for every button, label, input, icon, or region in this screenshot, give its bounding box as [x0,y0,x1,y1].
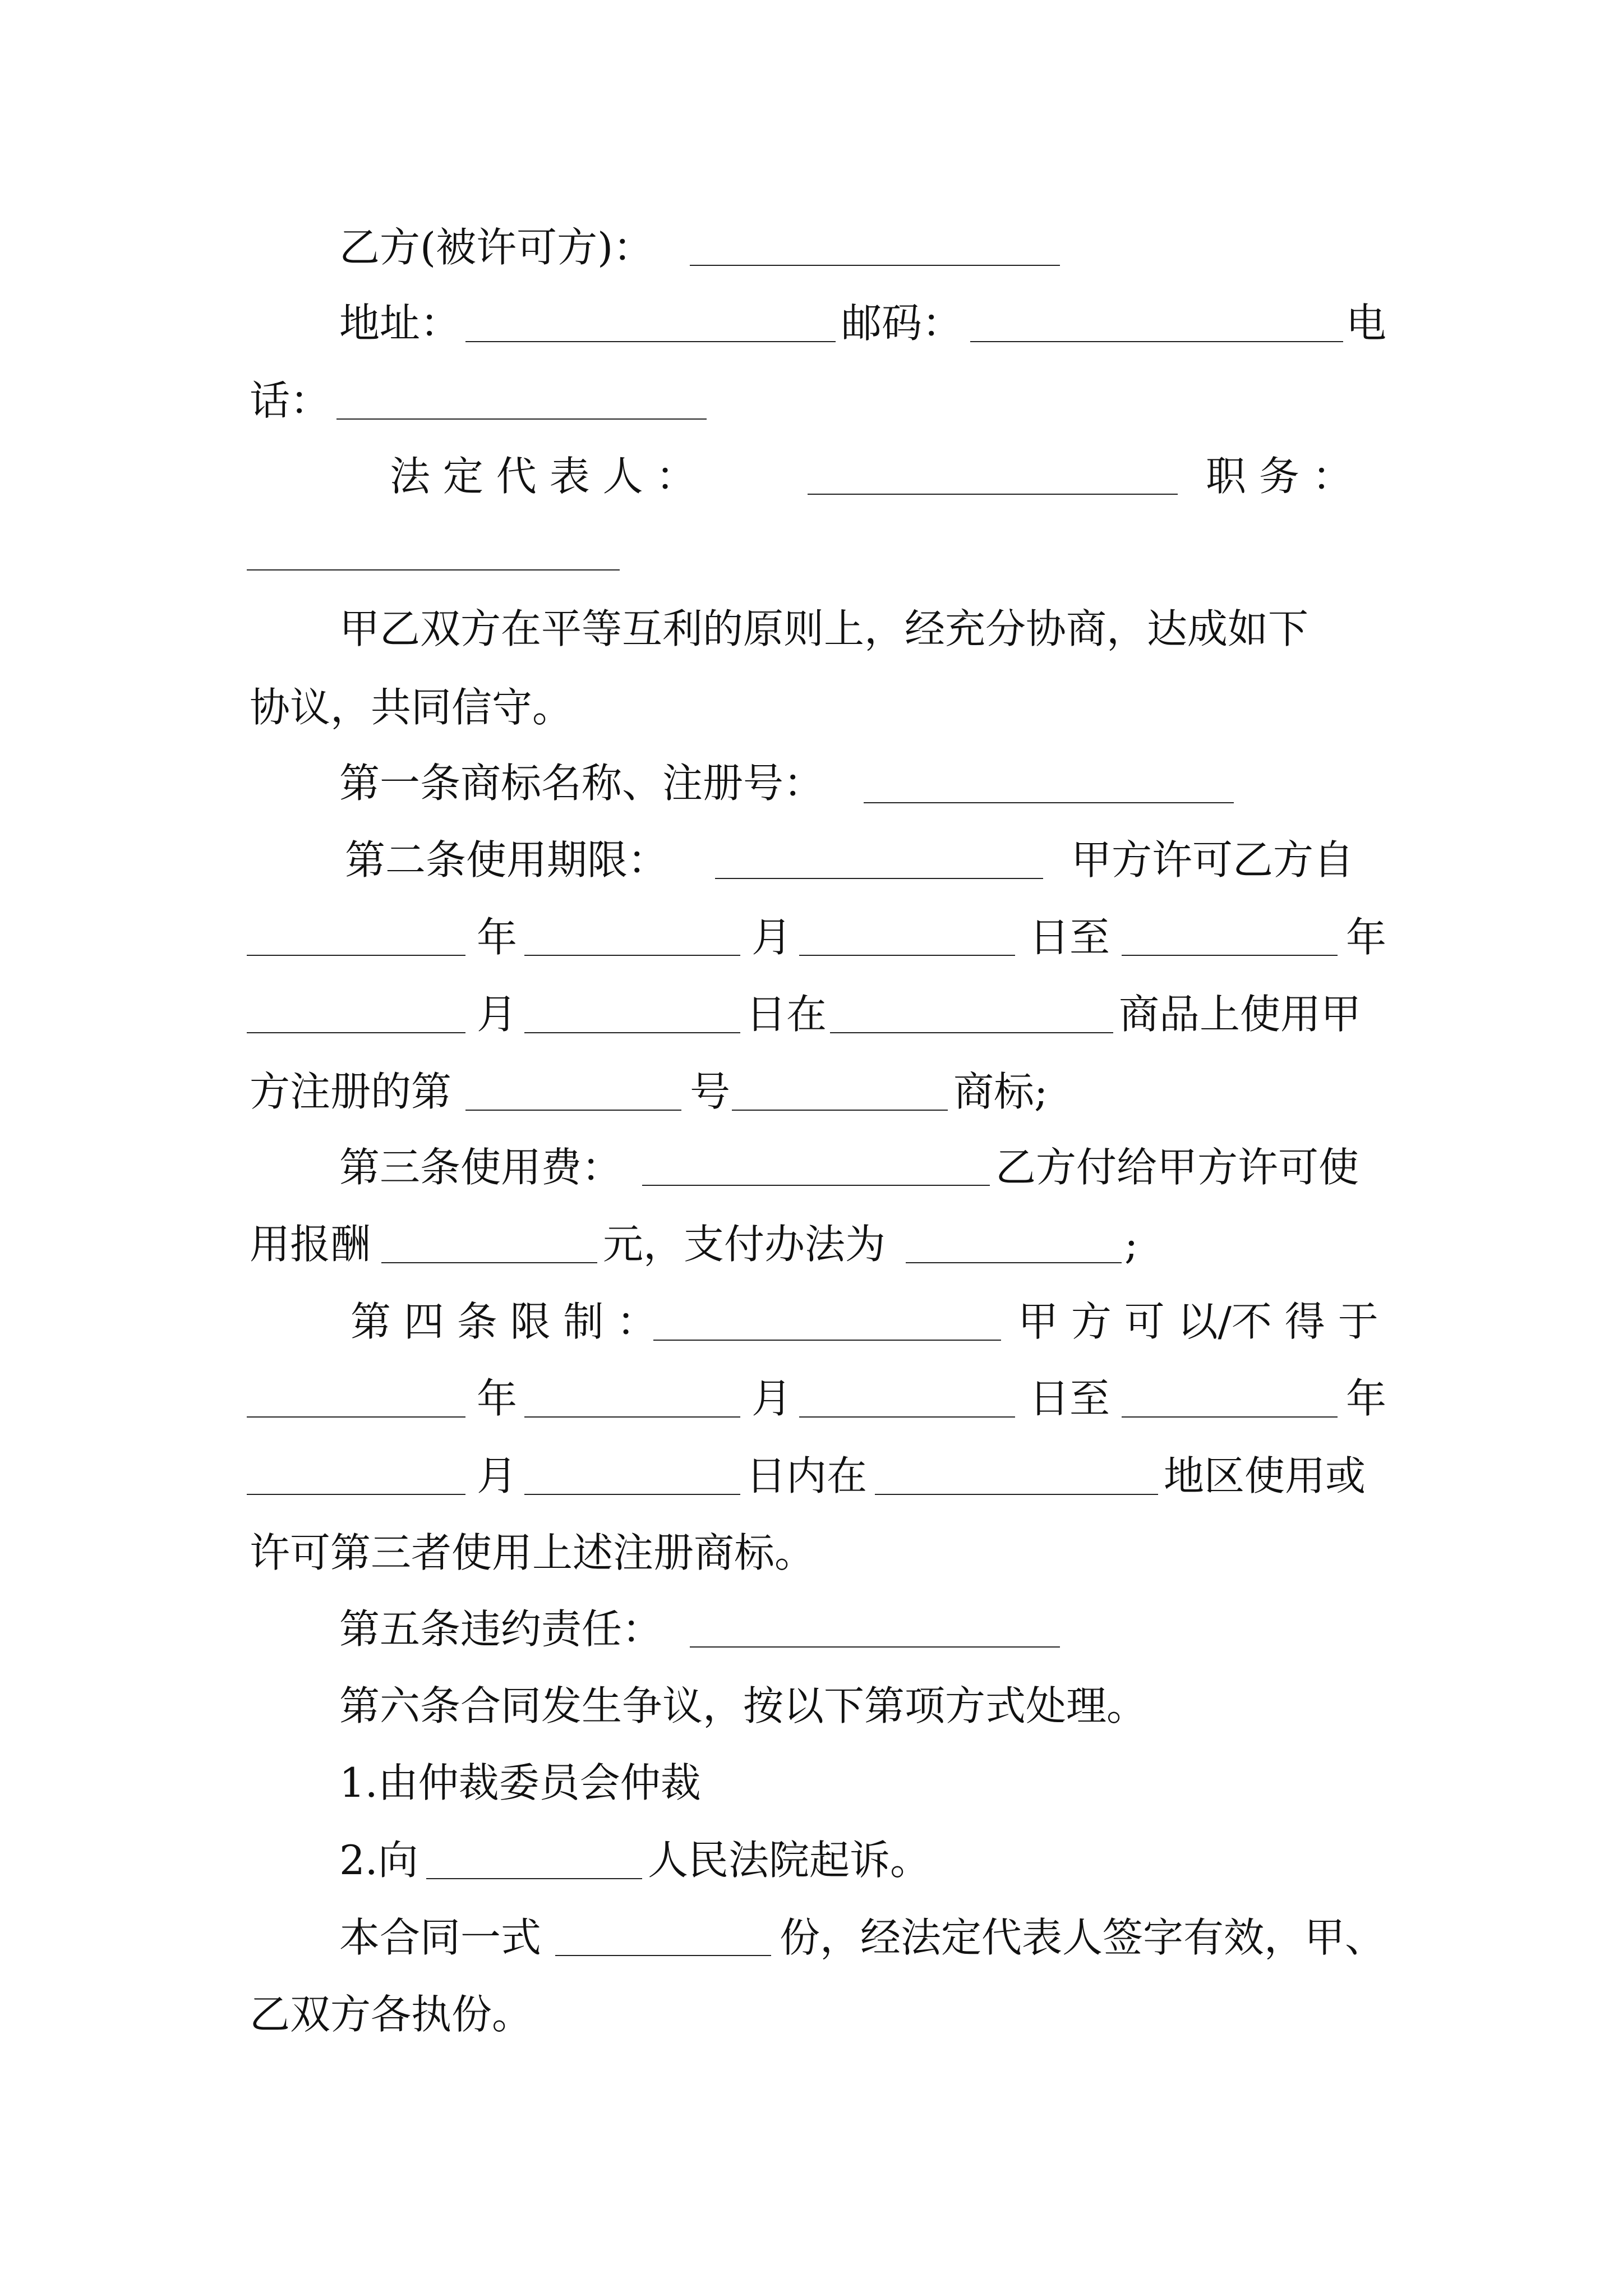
article-4-tail: 甲 方 可 以/不 得 于 [1018,1298,1378,1345]
postcode-blank [970,341,1343,342]
article-2-reg-no-blank [465,1110,681,1111]
article-4-blank [653,1340,1001,1341]
article-4-start-day-blank [799,1416,1015,1418]
article-4-end-year-blank [1122,1416,1338,1418]
article-4-end-day-blank [524,1494,740,1495]
position-label: 职 务 ： [1206,453,1353,500]
postcode-label: 邮码： [841,300,963,347]
article-2-end-day-blank [524,1032,740,1033]
article-2-start-year-blank [247,955,465,956]
party-b-blank [690,265,1060,266]
article-4-month-2: 月 [477,1452,518,1499]
article-3-yuan: 元，支付办法为 [603,1221,886,1268]
intro-line-2: 协议，共同信守。 [250,684,573,731]
article-2-goods-blank [830,1032,1113,1033]
closing-prefix: 本合同一式 [339,1914,542,1961]
article-2-start-month-blank [524,955,740,956]
article-4-region: 地区使用或 [1164,1452,1366,1499]
article-3-tail: 乙方付给甲方许可使 [995,1144,1359,1191]
phone-blank [336,418,707,420]
address-label: 地址： [339,300,461,347]
closing-suffix: 份，经法定代表人签字有效，甲、 [780,1914,1386,1961]
address-blank [465,341,836,342]
phone-label-part2: 话： [250,377,331,424]
article-4-month-1: 月 [751,1375,792,1422]
article-2-label: 第二条使用期限： [345,836,668,884]
article-2-year-1: 年 [477,914,518,961]
article-2-blank [715,878,1043,879]
article-4-line-5: 许可第三者使用上述注册商标。 [250,1529,815,1576]
closing-copies-blank [555,1955,771,1956]
intro-line-1: 甲乙双方在平等互利的原则上，经充分协商，达成如下 [339,605,1309,652]
article-2-day-to: 日至 [1029,914,1110,961]
article-4-year-2: 年 [1346,1375,1387,1422]
article-2-hao: 号 [690,1068,731,1115]
article-1-text: 第一条商标名称、注册号： [339,760,824,807]
article-4-year-1: 年 [477,1375,518,1422]
article-3-blank [642,1185,990,1186]
article-6-option-1: 1.由仲裁委员会仲裁 [339,1759,701,1806]
article-2-month-1: 月 [751,914,792,961]
phone-label-part1: 电 [1346,300,1387,347]
article-4-start-month-blank [524,1416,740,1418]
article-2-trademark: 商标; [953,1068,1048,1115]
article-2-tail: 甲方许可乙方自 [1071,836,1354,884]
article-4-day-in: 日内在 [746,1452,868,1499]
party-b-label: 乙方(被许可方)： [339,224,654,271]
article-3-fee-blank [381,1262,597,1263]
article-4-day-to: 日至 [1029,1375,1110,1422]
article-5-blank [690,1646,1060,1648]
article-4-label: 第 四 条 限 制 ： [351,1298,657,1345]
article-3-fee-prefix: 用报酬 [250,1221,371,1268]
article-2-goods: 商品上使用甲 [1119,991,1362,1038]
article-1-blank [864,802,1234,803]
article-3-label: 第三条使用费： [339,1144,623,1191]
article-2-trademark-blank [732,1110,948,1111]
closing-line-2: 乙双方各执份。 [250,1991,533,2038]
legal-rep-blank [808,494,1178,495]
legal-rep-label: 法 定 代 表 人 ： [390,453,697,500]
position-blank [247,569,620,570]
article-2-end-month-blank [247,1032,465,1033]
article-6-option-2-prefix: 2.向 [339,1837,418,1884]
article-2-reg-prefix: 方注册的第 [250,1068,452,1115]
article-2-start-day-blank [799,955,1015,956]
article-6-option-2-suffix: 人民法院起诉。 [648,1837,931,1884]
article-3-payment-blank [906,1262,1122,1263]
article-2-end-year-blank [1122,955,1338,956]
article-4-start-year-blank [247,1416,465,1418]
article-4-end-month-blank [247,1494,465,1495]
article-4-region-blank [875,1494,1158,1495]
article-6-court-blank [426,1878,642,1879]
article-2-day-in: 日在 [746,991,827,1038]
article-6-text: 第六条合同发生争议，按以下第项方式处理。 [339,1682,1147,1729]
article-3-end: ; [1124,1221,1138,1268]
article-5-text: 第五条违约责任： [339,1605,663,1653]
article-2-month-2: 月 [477,991,518,1038]
article-2-year-2: 年 [1346,914,1387,961]
